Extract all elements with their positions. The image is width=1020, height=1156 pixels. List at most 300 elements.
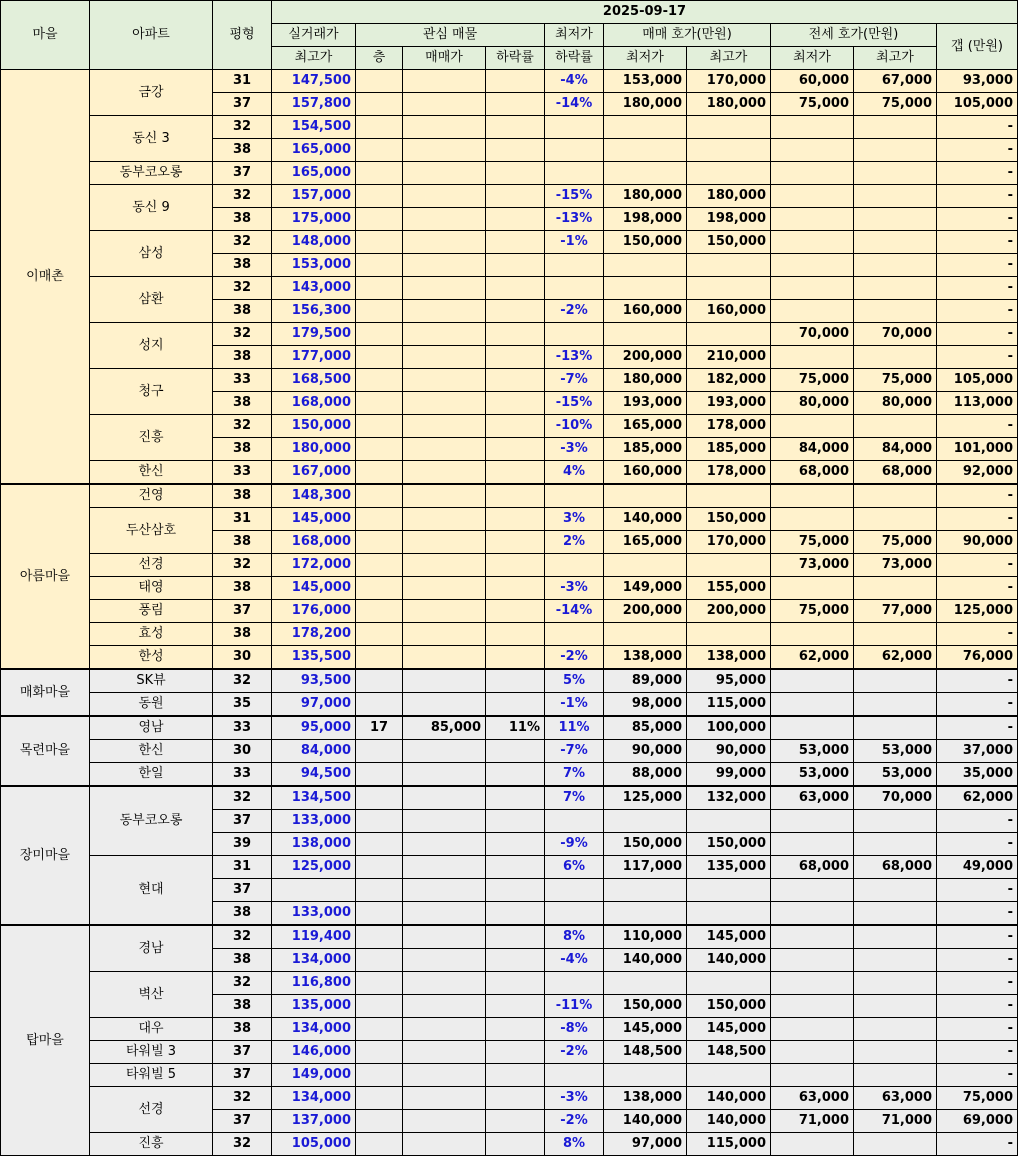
pyeong-cell: 32: [213, 185, 272, 208]
jeonse-max-cell: [854, 346, 937, 369]
gap-cell: -: [937, 925, 1018, 949]
jeonse-min-cell: [771, 693, 854, 717]
sale-min-cell: 138,000: [604, 646, 687, 670]
sale-max-cell: 150,000: [687, 231, 771, 254]
actual-high-cell: 167,000: [272, 461, 356, 485]
jeonse-min-cell: [771, 1018, 854, 1041]
gap-cell: 69,000: [937, 1110, 1018, 1133]
min-drop-rate-cell: -7%: [545, 740, 604, 763]
interest-sale-cell: [403, 1018, 486, 1041]
jeonse-max-cell: [854, 716, 937, 740]
interest-drop-cell: [486, 577, 545, 600]
interest-drop-cell: [486, 600, 545, 623]
gap-cell: -: [937, 879, 1018, 902]
header-floor: 층: [356, 47, 403, 70]
interest-drop-cell: [486, 1133, 545, 1156]
jeonse-min-cell: 60,000: [771, 70, 854, 93]
pyeong-cell: 31: [213, 856, 272, 879]
interest-sale-cell: [403, 856, 486, 879]
actual-high-cell: 93,500: [272, 669, 356, 693]
sale-max-cell: 182,000: [687, 369, 771, 392]
interest-floor-cell: [356, 693, 403, 717]
sale-max-cell: 180,000: [687, 185, 771, 208]
apartment-cell: 청구: [90, 369, 213, 415]
interest-sale-cell: [403, 600, 486, 623]
sale-min-cell: 85,000: [604, 716, 687, 740]
jeonse-min-cell: [771, 949, 854, 972]
interest-sale-cell: [403, 438, 486, 461]
jeonse-max-cell: [854, 577, 937, 600]
gap-cell: -: [937, 185, 1018, 208]
actual-high-cell: 137,000: [272, 1110, 356, 1133]
interest-drop-cell: [486, 277, 545, 300]
interest-floor-cell: [356, 740, 403, 763]
interest-floor-cell: [356, 162, 403, 185]
interest-floor-cell: [356, 208, 403, 231]
jeonse-max-cell: 75,000: [854, 93, 937, 116]
interest-floor-cell: [356, 392, 403, 415]
apartment-cell: SK뷰: [90, 669, 213, 693]
min-drop-rate-cell: [545, 116, 604, 139]
interest-sale-cell: [403, 833, 486, 856]
jeonse-min-cell: [771, 879, 854, 902]
jeonse-max-cell: [854, 139, 937, 162]
jeonse-max-cell: [854, 833, 937, 856]
table-row: [1, 369, 1018, 392]
actual-high-cell: 168,000: [272, 392, 356, 415]
gap-cell: -: [937, 484, 1018, 508]
interest-drop-cell: [486, 208, 545, 231]
interest-floor-cell: [356, 879, 403, 902]
pyeong-cell: 32: [213, 415, 272, 438]
jeonse-max-cell: 68,000: [854, 856, 937, 879]
actual-high-cell: 176,000: [272, 600, 356, 623]
interest-floor-cell: [356, 833, 403, 856]
jeonse-min-cell: [771, 1133, 854, 1156]
pyeong-cell: 38: [213, 995, 272, 1018]
gap-cell: -: [937, 949, 1018, 972]
table-row: [1, 323, 1018, 346]
actual-high-cell: 138,000: [272, 833, 356, 856]
pyeong-cell: 38: [213, 438, 272, 461]
table-row: [1, 508, 1018, 531]
jeonse-max-cell: [854, 949, 937, 972]
interest-floor-cell: [356, 369, 403, 392]
interest-floor-cell: [356, 277, 403, 300]
interest-sale-cell: [403, 346, 486, 369]
gap-cell: 105,000: [937, 369, 1018, 392]
interest-sale-cell: [403, 300, 486, 323]
min-drop-rate-cell: -13%: [545, 346, 604, 369]
gap-cell: -: [937, 508, 1018, 531]
interest-sale-cell: [403, 879, 486, 902]
sale-min-cell: 193,000: [604, 392, 687, 415]
interest-floor-cell: [356, 810, 403, 833]
pyeong-cell: 32: [213, 1087, 272, 1110]
gap-cell: -: [937, 995, 1018, 1018]
jeonse-max-cell: [854, 116, 937, 139]
table-row: [1, 600, 1018, 623]
table-row: [1, 1018, 1018, 1041]
sale-max-cell: 178,000: [687, 461, 771, 485]
jeonse-max-cell: [854, 925, 937, 949]
jeonse-max-cell: [854, 810, 937, 833]
actual-high-cell: 149,000: [272, 1064, 356, 1087]
sale-max-cell: 115,000: [687, 1133, 771, 1156]
interest-sale-cell: [403, 323, 486, 346]
sale-max-cell: 145,000: [687, 925, 771, 949]
sale-max-cell: [687, 623, 771, 646]
gap-cell: 105,000: [937, 93, 1018, 116]
interest-floor-cell: [356, 786, 403, 810]
jeonse-min-cell: [771, 972, 854, 995]
jeonse-min-cell: 80,000: [771, 392, 854, 415]
interest-sale-cell: [403, 116, 486, 139]
header-min-drop-bottom: 하락률: [545, 47, 604, 70]
interest-drop-cell: [486, 369, 545, 392]
header-gap: 갭 (만원): [937, 24, 1018, 70]
sale-min-cell: 88,000: [604, 763, 687, 787]
interest-sale-cell: [403, 208, 486, 231]
interest-floor-cell: [356, 949, 403, 972]
interest-floor-cell: [356, 600, 403, 623]
actual-high-cell: 133,000: [272, 902, 356, 926]
actual-high-cell: 134,000: [272, 949, 356, 972]
gap-cell: 92,000: [937, 461, 1018, 485]
gap-cell: 101,000: [937, 438, 1018, 461]
min-drop-rate-cell: -9%: [545, 833, 604, 856]
sale-max-cell: 185,000: [687, 438, 771, 461]
apartment-cell: 태영: [90, 577, 213, 600]
interest-drop-cell: [486, 254, 545, 277]
sale-max-cell: 90,000: [687, 740, 771, 763]
gap-cell: -: [937, 346, 1018, 369]
jeonse-max-cell: [854, 415, 937, 438]
gap-cell: 125,000: [937, 600, 1018, 623]
actual-high-cell: 134,000: [272, 1087, 356, 1110]
actual-high-cell: 180,000: [272, 438, 356, 461]
interest-drop-cell: [486, 995, 545, 1018]
village-cell: 목련마을: [1, 716, 90, 786]
jeonse-min-cell: 62,000: [771, 646, 854, 670]
actual-high-cell: 157,800: [272, 93, 356, 116]
apartment-cell: 효성: [90, 623, 213, 646]
apartment-cell: 선경: [90, 1087, 213, 1133]
sale-min-cell: 148,500: [604, 1041, 687, 1064]
gap-cell: -: [937, 323, 1018, 346]
jeonse-max-cell: [854, 1018, 937, 1041]
sale-min-cell: [604, 116, 687, 139]
pyeong-cell: 38: [213, 902, 272, 926]
actual-high-cell: 172,000: [272, 554, 356, 577]
jeonse-min-cell: [771, 346, 854, 369]
interest-drop-cell: [486, 438, 545, 461]
gap-cell: -: [937, 902, 1018, 926]
interest-floor-cell: [356, 623, 403, 646]
min-drop-rate-cell: -15%: [545, 392, 604, 415]
apartment-cell: 동신 9: [90, 185, 213, 231]
interest-sale-cell: [403, 139, 486, 162]
min-drop-rate-cell: -11%: [545, 995, 604, 1018]
jeonse-min-cell: [771, 208, 854, 231]
interest-sale-cell: [403, 185, 486, 208]
sale-max-cell: 135,000: [687, 856, 771, 879]
actual-high-cell: 97,000: [272, 693, 356, 717]
jeonse-min-cell: 63,000: [771, 786, 854, 810]
jeonse-max-cell: [854, 231, 937, 254]
interest-drop-cell: [486, 1087, 545, 1110]
sale-max-cell: 180,000: [687, 93, 771, 116]
interest-drop-cell: [486, 93, 545, 116]
actual-high-cell: 148,000: [272, 231, 356, 254]
sale-max-cell: [687, 323, 771, 346]
pyeong-cell: 38: [213, 531, 272, 554]
gap-cell: -: [937, 623, 1018, 646]
jeonse-min-cell: [771, 833, 854, 856]
header-sale-quote: 매매 호가(만원): [604, 24, 771, 47]
min-drop-rate-cell: [545, 902, 604, 926]
interest-sale-cell: [403, 461, 486, 485]
min-drop-rate-cell: [545, 972, 604, 995]
interest-drop-cell: [486, 300, 545, 323]
apartment-cell: 영남: [90, 716, 213, 740]
sale-max-cell: [687, 554, 771, 577]
actual-high-cell: 94,500: [272, 763, 356, 787]
interest-sale-cell: [403, 972, 486, 995]
sale-max-cell: 100,000: [687, 716, 771, 740]
header-village: 마을: [1, 1, 90, 70]
min-drop-rate-cell: -4%: [545, 949, 604, 972]
interest-floor-cell: [356, 70, 403, 93]
jeonse-min-cell: 63,000: [771, 1087, 854, 1110]
jeonse-max-cell: 75,000: [854, 369, 937, 392]
actual-high-cell: 156,300: [272, 300, 356, 323]
apartment-cell: 벽산: [90, 972, 213, 1018]
pyeong-cell: 38: [213, 254, 272, 277]
sale-max-cell: [687, 810, 771, 833]
table-row: [1, 554, 1018, 577]
gap-cell: -: [937, 810, 1018, 833]
interest-floor-cell: [356, 902, 403, 926]
actual-high-cell: 134,000: [272, 1018, 356, 1041]
jeonse-min-cell: 84,000: [771, 438, 854, 461]
sale-max-cell: 150,000: [687, 995, 771, 1018]
gap-cell: 62,000: [937, 786, 1018, 810]
interest-sale-cell: [403, 1041, 486, 1064]
jeonse-max-cell: [854, 879, 937, 902]
interest-floor-cell: [356, 484, 403, 508]
min-drop-rate-cell: [545, 254, 604, 277]
min-drop-rate-cell: [545, 623, 604, 646]
min-drop-rate-cell: -3%: [545, 577, 604, 600]
jeonse-min-cell: [771, 1064, 854, 1087]
table-row: [1, 740, 1018, 763]
interest-drop-cell: [486, 70, 545, 93]
village-cell: 아름마을: [1, 484, 90, 669]
interest-sale-cell: [403, 669, 486, 693]
jeonse-min-cell: [771, 810, 854, 833]
interest-drop-cell: [486, 484, 545, 508]
sale-min-cell: [604, 902, 687, 926]
interest-floor-cell: [356, 93, 403, 116]
min-drop-rate-cell: [545, 484, 604, 508]
jeonse-max-cell: [854, 1133, 937, 1156]
interest-drop-cell: [486, 925, 545, 949]
interest-floor-cell: [356, 646, 403, 670]
village-cell: 이매촌: [1, 70, 90, 485]
header-sale-max: 최고가: [687, 47, 771, 70]
village-cell: 매화마을: [1, 669, 90, 716]
actual-high-cell: 105,000: [272, 1133, 356, 1156]
jeonse-max-cell: [854, 508, 937, 531]
pyeong-cell: 39: [213, 833, 272, 856]
pyeong-cell: 31: [213, 508, 272, 531]
min-drop-rate-cell: [545, 162, 604, 185]
actual-high-cell: 95,000: [272, 716, 356, 740]
min-drop-rate-cell: -3%: [545, 438, 604, 461]
sale-max-cell: 155,000: [687, 577, 771, 600]
jeonse-max-cell: 84,000: [854, 438, 937, 461]
pyeong-cell: 38: [213, 949, 272, 972]
gap-cell: -: [937, 669, 1018, 693]
sale-min-cell: [604, 623, 687, 646]
min-drop-rate-cell: -3%: [545, 1087, 604, 1110]
apartment-cell: 성지: [90, 323, 213, 369]
pyeong-cell: 37: [213, 1064, 272, 1087]
pyeong-cell: 32: [213, 231, 272, 254]
apartment-cell: 선경: [90, 554, 213, 577]
sale-max-cell: [687, 116, 771, 139]
interest-sale-cell: [403, 484, 486, 508]
interest-drop-cell: [486, 833, 545, 856]
gap-cell: -: [937, 208, 1018, 231]
sale-max-cell: [687, 484, 771, 508]
gap-cell: -: [937, 300, 1018, 323]
sale-min-cell: 185,000: [604, 438, 687, 461]
table-row: [1, 925, 1018, 949]
jeonse-max-cell: [854, 1041, 937, 1064]
interest-sale-cell: [403, 623, 486, 646]
interest-drop-cell: [486, 669, 545, 693]
gap-cell: -: [937, 139, 1018, 162]
header-actual-trade-max: 최고가: [272, 47, 356, 70]
min-drop-rate-cell: [545, 139, 604, 162]
min-drop-rate-cell: [545, 810, 604, 833]
table-row: [1, 577, 1018, 600]
apartment-cell: 진흥: [90, 415, 213, 461]
interest-floor-cell: [356, 231, 403, 254]
apartment-cell: 동원: [90, 693, 213, 717]
sale-max-cell: [687, 277, 771, 300]
sale-max-cell: 150,000: [687, 508, 771, 531]
interest-drop-cell: [486, 623, 545, 646]
table-row: [1, 716, 1018, 740]
actual-high-cell: 133,000: [272, 810, 356, 833]
interest-drop-cell: [486, 972, 545, 995]
interest-sale-cell: [403, 415, 486, 438]
sale-min-cell: 89,000: [604, 669, 687, 693]
jeonse-max-cell: [854, 669, 937, 693]
interest-floor-cell: 17: [356, 716, 403, 740]
jeonse-min-cell: [771, 1041, 854, 1064]
interest-floor-cell: [356, 1041, 403, 1064]
interest-floor-cell: [356, 461, 403, 485]
interest-sale-cell: [403, 70, 486, 93]
table-row: [1, 693, 1018, 717]
min-drop-rate-cell: 3%: [545, 508, 604, 531]
jeonse-min-cell: [771, 162, 854, 185]
gap-cell: 90,000: [937, 531, 1018, 554]
pyeong-cell: 38: [213, 139, 272, 162]
gap-cell: 76,000: [937, 646, 1018, 670]
gap-cell: -: [937, 693, 1018, 717]
pyeong-cell: 30: [213, 740, 272, 763]
interest-sale-cell: [403, 577, 486, 600]
gap-cell: -: [937, 1041, 1018, 1064]
jeonse-max-cell: 63,000: [854, 1087, 937, 1110]
min-drop-rate-cell: -1%: [545, 693, 604, 717]
pyeong-cell: 32: [213, 669, 272, 693]
pyeong-cell: 37: [213, 1041, 272, 1064]
sale-min-cell: [604, 277, 687, 300]
interest-floor-cell: [356, 323, 403, 346]
min-drop-rate-cell: 5%: [545, 669, 604, 693]
interest-sale-cell: [403, 902, 486, 926]
min-drop-rate-cell: 2%: [545, 531, 604, 554]
actual-high-cell: [272, 879, 356, 902]
table-row: [1, 185, 1018, 208]
interest-drop-cell: [486, 531, 545, 554]
gap-cell: -: [937, 554, 1018, 577]
sale-max-cell: [687, 879, 771, 902]
interest-sale-cell: [403, 508, 486, 531]
interest-drop-cell: [486, 810, 545, 833]
pyeong-cell: 38: [213, 346, 272, 369]
sale-min-cell: 153,000: [604, 70, 687, 93]
gap-cell: -: [937, 1064, 1018, 1087]
jeonse-min-cell: 75,000: [771, 600, 854, 623]
interest-sale-cell: [403, 786, 486, 810]
jeonse-max-cell: [854, 995, 937, 1018]
min-drop-rate-cell: -13%: [545, 208, 604, 231]
gap-cell: -: [937, 277, 1018, 300]
apartment-cell: 대우: [90, 1018, 213, 1041]
pyeong-cell: 37: [213, 162, 272, 185]
gap-cell: -: [937, 577, 1018, 600]
actual-high-cell: 168,500: [272, 369, 356, 392]
jeonse-min-cell: [771, 925, 854, 949]
pyeong-cell: 32: [213, 277, 272, 300]
sale-max-cell: 170,000: [687, 70, 771, 93]
pyeong-cell: 37: [213, 93, 272, 116]
actual-high-cell: 150,000: [272, 415, 356, 438]
sale-max-cell: 210,000: [687, 346, 771, 369]
sale-min-cell: 150,000: [604, 231, 687, 254]
sale-max-cell: 115,000: [687, 693, 771, 717]
min-drop-rate-cell: 4%: [545, 461, 604, 485]
interest-floor-cell: [356, 669, 403, 693]
header-pyeong: 평형: [213, 1, 272, 70]
interest-floor-cell: [356, 346, 403, 369]
interest-sale-cell: [403, 369, 486, 392]
pyeong-cell: 33: [213, 763, 272, 787]
actual-high-cell: 177,000: [272, 346, 356, 369]
gap-cell: -: [937, 162, 1018, 185]
jeonse-max-cell: 71,000: [854, 1110, 937, 1133]
sale-max-cell: 140,000: [687, 1110, 771, 1133]
min-drop-rate-cell: -15%: [545, 185, 604, 208]
apartment-cell: 동신 3: [90, 116, 213, 162]
